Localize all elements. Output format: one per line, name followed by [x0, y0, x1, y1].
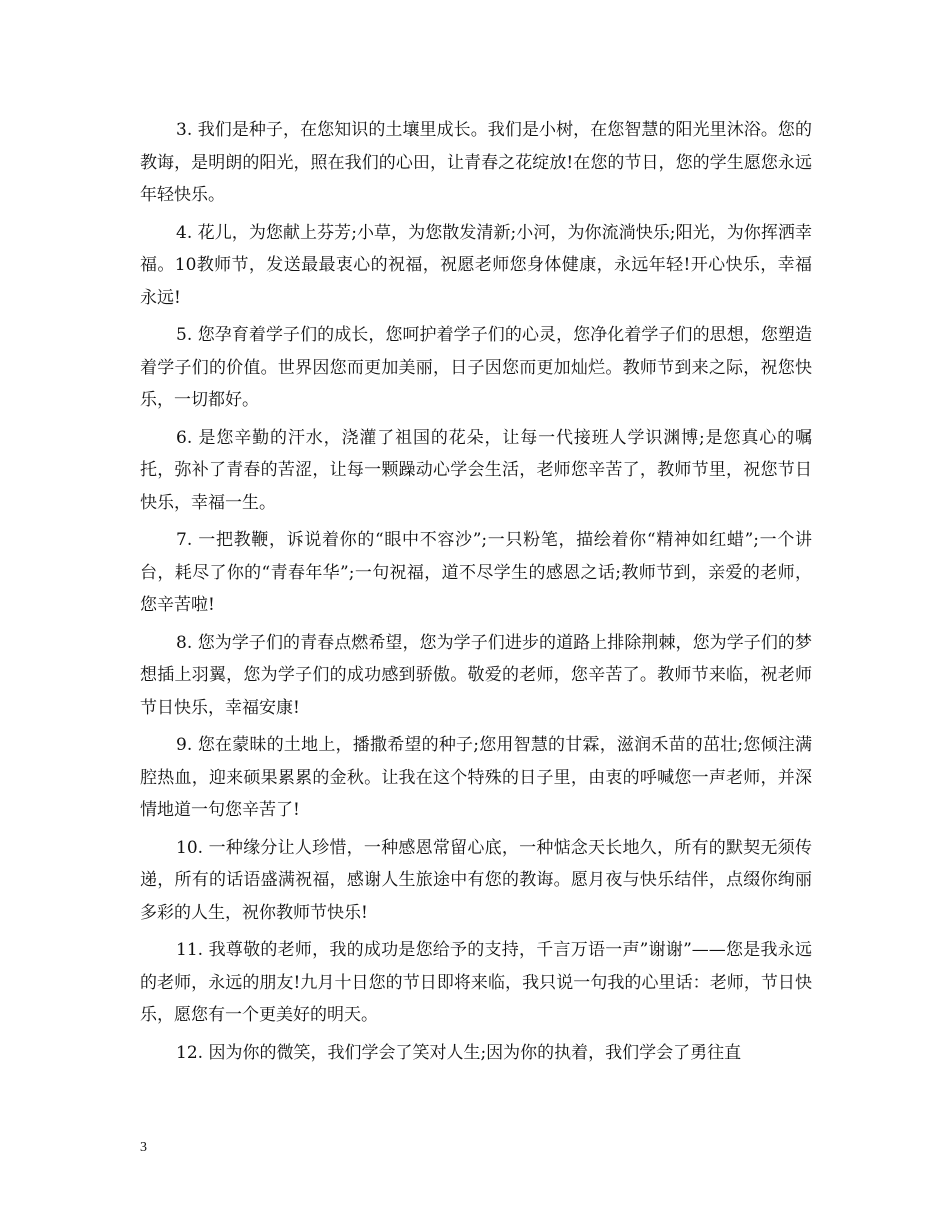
document-body [140, 114, 812, 1074]
paragraph-8: 8. 您为学子们的青春点燃希望，您为学子们进步的道路上排除荆棘，您为学子们的梦想插上羽翼，您为学子们的成功感到骄傲。敬爱的老师，您辛苦了。教师节来临，祝老师节日快乐，幸福安康! [140, 632, 812, 718]
paragraph-9: 9. 您在蒙昧的土地上，播撒希望的种子;您用智慧的甘霖，滋润禾苗的茁壮;您倾注满腔热血，迎来硕果累累的金秋。让我在这个特殊的日子里，由衷的呼喊您一声老师，并深情地道一句您辛苦了! [140, 735, 812, 820]
paragraph-7: 7. 一把教鞭，诉说着你的“眼中不容沙”;一只粉笔，描绘着你“精神如红蜡”;一个讲台，耗尽了你的“青春年华”;一句祝福，道不尽学生的感恩之话;教师节到，亲爱的老师，您辛苦啦! [140, 530, 812, 615]
paragraph-12: 12. 因为你的微笑，我们学会了笑对人生;因为你的执着，我们学会了勇往直 [176, 1042, 742, 1063]
paragraph-5: 5. 您孕育着学子们的成长，您呵护着学子们的心灵，您净化着学子们的思想，您塑造着学子们的价值。世界因您而更加美丽，日子因您而更加灿烂。教师节到来之际，祝您快乐，一切都好。 [140, 325, 812, 410]
paragraph-10: 10. 一种缘分让人珍惜，一种感恩常留心底，一种惦念天长地久，所有的默契无须传递，所有的话语盛满祝福，感谢人生旅途中有您的教诲。愿月夜与快乐结伴，点缀你绚丽多彩的人生，祝你教师节快乐! [140, 837, 812, 923]
paragraph-11: 11. 我尊敬的老师，我的成功是您给予的支持，千言万语一声”谢谢”——您是我永远的老师，永远的朋友!九月十日您的节日即将来临，我只说一句我的心里话：老师，节日快乐，愿您有一个更美好的明天。 [140, 940, 812, 1025]
paragraph-6: 6. 是您辛勤的汗水，浇灌了祖国的花朵，让每一代接班人学识渊博;是您真心的嘱托，弥补了青春的苦涩，让每一颗躁动心学会生活，老师您辛苦了，教师节里，祝您节日快乐，幸福一生。 [140, 427, 812, 513]
paragraph-3: 3. 我们是种子，在您知识的土壤里成长。我们是小树，在您智慧的阳光里沐浴。您的教诲，是明朗的阳光，照在我们的心田，让青春之花绽放!在您的节日，您的学生愿您永远年轻快乐。 [140, 120, 812, 205]
page-number: 3 [140, 1140, 147, 1155]
paragraph-4: 4. 花儿，为您献上芬芳;小草，为您散发清新;小河，为你流淌快乐;阳光，为你挥洒幸福。10教师节，发送最最衷心的祝福，祝愿老师您身体健康，永远年轻!开心快乐，幸福永远! [140, 222, 812, 308]
